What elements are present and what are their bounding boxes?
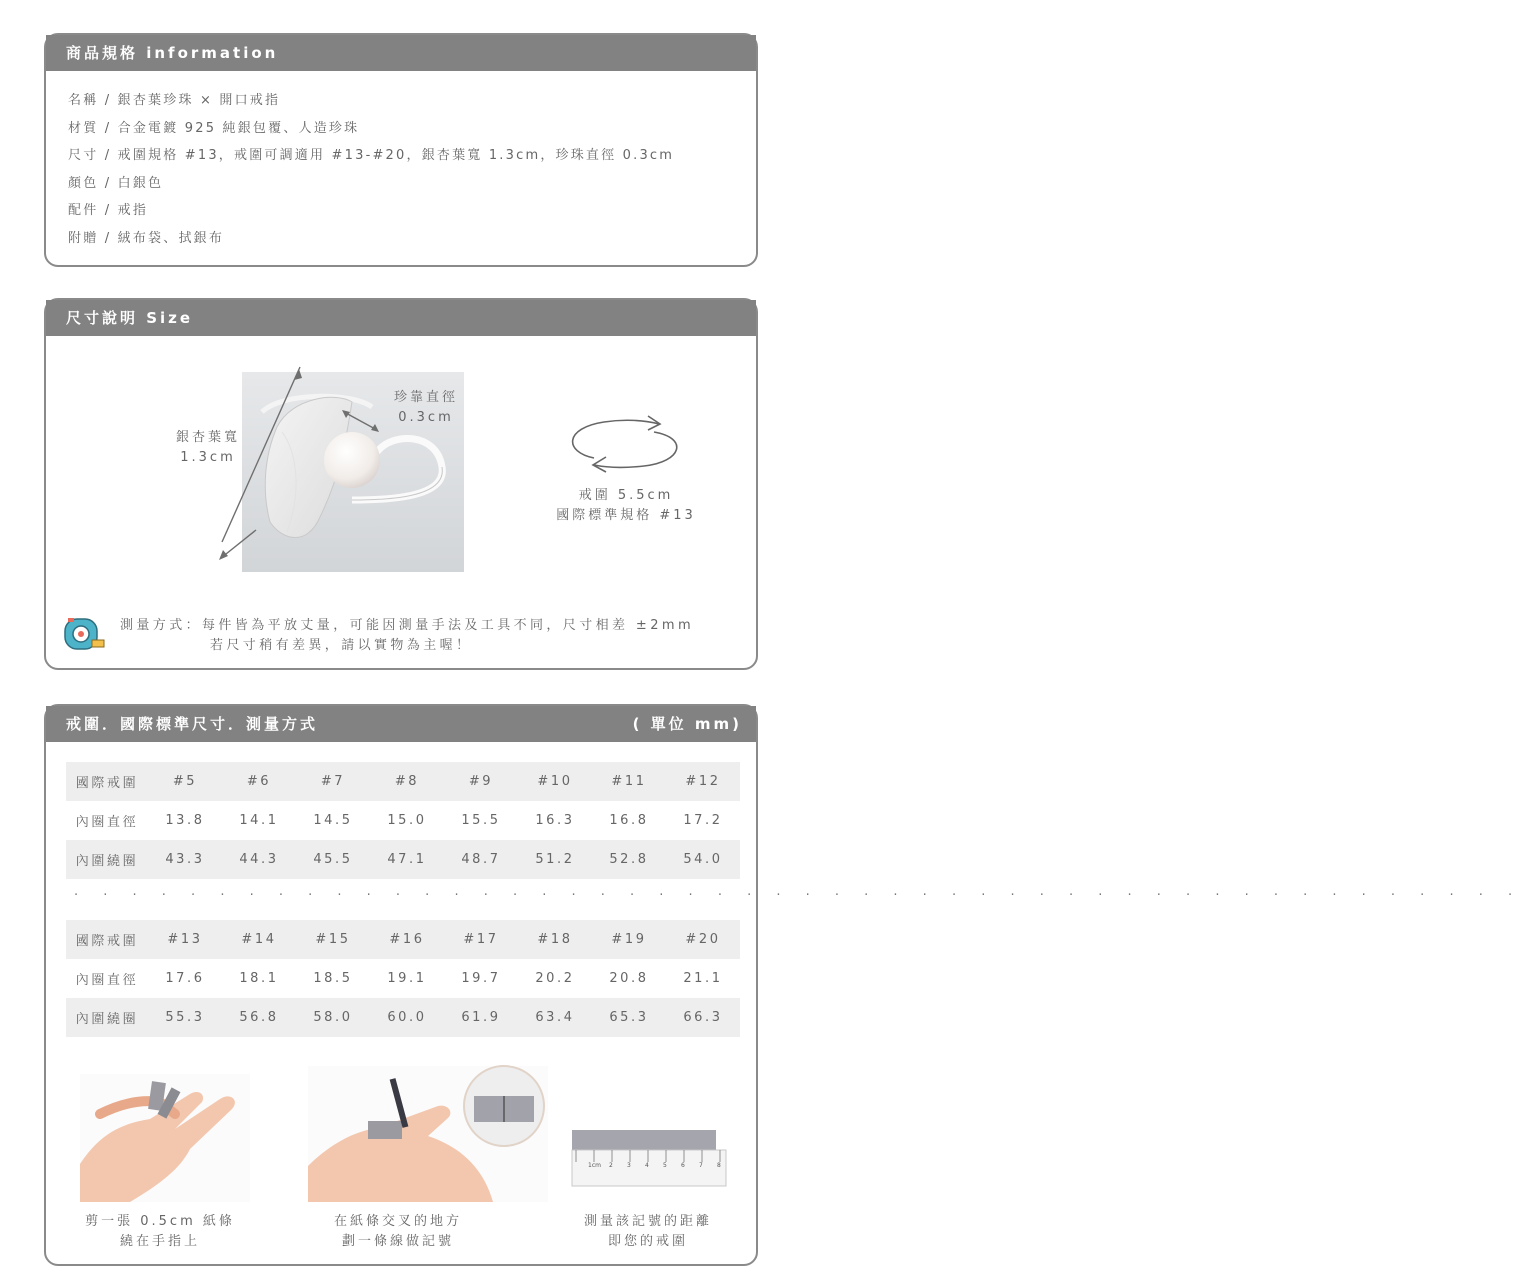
pearl-diameter-label [376, 388, 476, 428]
step2-illustration [308, 1066, 548, 1202]
size-cell: #5 [148, 762, 222, 801]
table-row [66, 959, 740, 998]
circumference-cell: 63.4 [518, 998, 592, 1037]
circumference-cell: 56.8 [222, 998, 296, 1037]
table-row [66, 801, 740, 840]
spec-line-material: 材質 / 合金電鍍 925 純銀包覆、人造珍珠 [68, 120, 360, 136]
row-label: 內圍繞圈 [66, 998, 148, 1037]
ring-label-circumference: 戒圍 5.5cm [578, 488, 674, 503]
step1-caption-line1: 剪一張 0.5cm 紙條 [85, 1214, 235, 1229]
leaf-label-value: 1.3cm [180, 450, 236, 465]
size-cell: #11 [592, 762, 666, 801]
ruler-label: 1cm [588, 1162, 601, 1169]
size-table-group1 [66, 762, 740, 879]
table-row [66, 920, 740, 959]
size-header: 尺寸說明 Size [46, 300, 756, 336]
size-table-unit: ( 單位 mm) [632, 715, 742, 733]
step2-caption-line2: 劃一條線做記號 [341, 1234, 454, 1249]
spec-line-gift: 附贈 / 絨布袋、拭銀布 [68, 230, 225, 246]
ruler-label: 5 [663, 1162, 667, 1169]
ruler-label: 7 [699, 1162, 703, 1169]
row-label: 內圈直徑 [75, 973, 139, 988]
diameter-cell: 15.5 [461, 813, 501, 828]
ruler-label: 4 [645, 1162, 649, 1169]
circumference-cell: 54.0 [666, 840, 740, 879]
diameter-cell: 17.6 [165, 971, 205, 986]
leaf-label-title: 銀杏葉寬 [175, 430, 240, 445]
row-label: 內圈直徑 [75, 815, 139, 830]
row-label: 內圍繞圈 [66, 840, 148, 879]
size-cell: #6 [222, 762, 296, 801]
size-cell: #15 [296, 920, 370, 959]
size-cell: #8 [370, 762, 444, 801]
step2-caption [308, 1212, 488, 1252]
diameter-cell: 19.7 [461, 971, 501, 986]
leaf-width-label [158, 428, 258, 468]
circumference-cell: 58.0 [296, 998, 370, 1037]
ruler-label: 2 [609, 1162, 613, 1169]
diameter-cell: 18.5 [313, 971, 353, 986]
circumference-cell: 65.3 [592, 998, 666, 1037]
size-cell: #7 [296, 762, 370, 801]
row-label: 國際戒圍 [66, 762, 148, 801]
diameter-cell: 14.1 [239, 813, 279, 828]
spec-line-size: 尺寸 / 戒圍規格 #13，戒圍可調適用 #13-#20，銀杏葉寬 1.3cm，珍珠直徑 0.3cm [68, 148, 675, 163]
pearl-label-value: 0.3cm [398, 410, 454, 425]
ring-label-standard: 國際標準規格 #13 [556, 508, 696, 523]
circumference-arrows-icon [564, 410, 684, 480]
diameter-cell: 20.2 [535, 971, 575, 986]
diameter-cell: 16.8 [609, 813, 649, 828]
circumference-cell: 52.8 [592, 840, 666, 879]
diameter-cell: 19.1 [387, 971, 427, 986]
step1-illustration [80, 1074, 250, 1202]
diameter-cell: 13.8 [165, 813, 205, 828]
step3-caption-line2: 即您的戒圍 [607, 1234, 688, 1249]
size-panel [44, 298, 758, 670]
leaf-width-arrow [206, 510, 266, 570]
diameter-cell: 20.8 [609, 971, 649, 986]
step3-caption-line1: 測量該記號的距離 [583, 1214, 712, 1229]
step3-caption [558, 1212, 738, 1252]
size-cell: #16 [370, 920, 444, 959]
diameter-cell: 17.2 [683, 813, 723, 828]
diameter-cell: 18.1 [239, 971, 279, 986]
measure-note [120, 616, 694, 656]
size-cell: #13 [148, 920, 222, 959]
spec-line-name: 名稱 / 銀杏葉珍珠 × 開口戒指 [68, 93, 281, 108]
diameter-cell: 16.3 [535, 813, 575, 828]
size-cell: #17 [444, 920, 518, 959]
circumference-cell: 55.3 [148, 998, 222, 1037]
spec-list [46, 71, 756, 252]
size-cell: #20 [666, 920, 740, 959]
circumference-cell: 66.3 [666, 998, 740, 1037]
spec-line-color: 顏色 / 白銀色 [68, 175, 164, 191]
step1-caption-line2: 繞在手指上 [119, 1234, 200, 1249]
spec-line-accessory: 配件 / 戒指 [68, 203, 149, 218]
ruler-label: 8 [717, 1162, 721, 1169]
ruler-label: 3 [627, 1162, 631, 1169]
size-table-panel [44, 704, 1523, 1266]
circumference-cell: 61.9 [444, 998, 518, 1037]
size-cell: #19 [592, 920, 666, 959]
table-row [66, 998, 740, 1037]
size-cell: #9 [444, 762, 518, 801]
diameter-cell: 21.1 [683, 971, 723, 986]
size-table-title: 戒圍．國際標準尺寸．測量方式 [66, 715, 319, 733]
step2-caption-line1: 在紙條交叉的地方 [333, 1214, 462, 1229]
row-label: 國際戒圍 [66, 920, 148, 959]
measure-note-line1: 測量方式：每件皆為平放丈量，可能因測量手法及工具不同，尺寸相差 ±2mm [120, 618, 695, 633]
size-cell: #10 [518, 762, 592, 801]
step1-caption [70, 1212, 250, 1252]
circumference-cell: 51.2 [518, 840, 592, 879]
size-cell: #14 [222, 920, 296, 959]
circumference-cell: 44.3 [222, 840, 296, 879]
spec-panel [44, 33, 758, 267]
diameter-cell: 15.0 [387, 813, 427, 828]
circumference-cell: 60.0 [370, 998, 444, 1037]
table-row [66, 762, 740, 801]
size-table-group2 [66, 920, 740, 1037]
ring-size-label [536, 486, 716, 526]
table-row [66, 840, 740, 879]
diameter-cell: 14.5 [313, 813, 353, 828]
circumference-cell: 43.3 [148, 840, 222, 879]
size-cell: #18 [518, 920, 592, 959]
spec-header: 商品規格 information [46, 35, 756, 71]
size-cell: #12 [666, 762, 740, 801]
table-separator: · · · · · · · · · · · · · · · · · · · · · · · · · · · · · · · · · · · · · · · · · · · · · · · · · · [74, 888, 1523, 903]
circumference-cell: 45.5 [296, 840, 370, 879]
circumference-cell: 48.7 [444, 840, 518, 879]
measure-note-line2: 若尺寸稍有差異，請以實物為主喔！ [210, 638, 473, 653]
ruler-label: 6 [681, 1162, 685, 1169]
size-table-header [46, 706, 756, 742]
step3-illustration [566, 1130, 726, 1194]
circumference-cell: 47.1 [370, 840, 444, 879]
tape-measure-icon [62, 616, 106, 652]
pearl-label-title: 珍靠直徑 [393, 390, 458, 405]
